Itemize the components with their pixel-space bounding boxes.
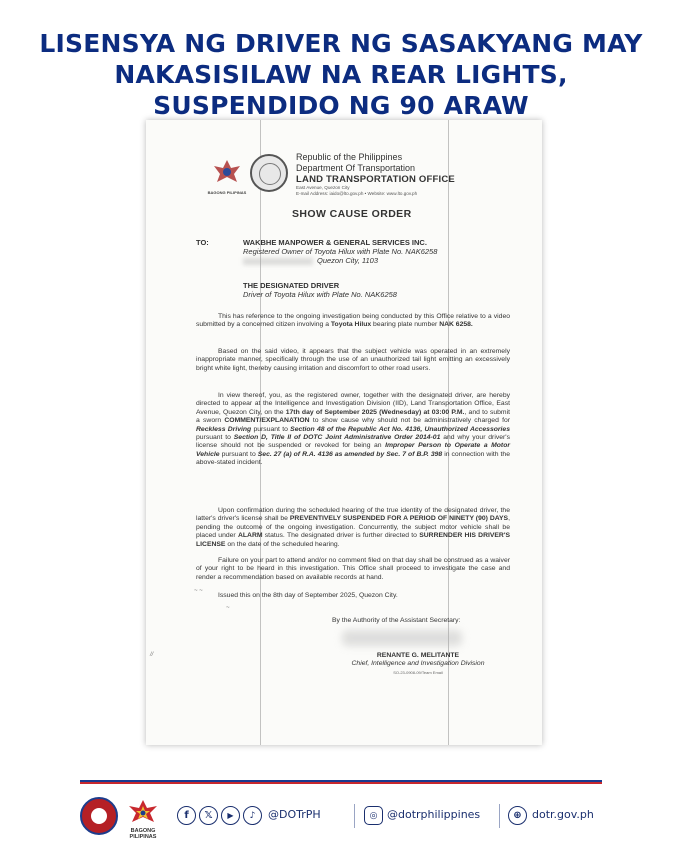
signatory-block: [338, 652, 498, 677]
show-cause-order-document: [146, 120, 542, 745]
addressee-driver-name: THE DESIGNATED DRIVER: [243, 281, 340, 290]
addressee-owner-role: Registered Owner of Toyota Hilux with Plate No. NAK6258: [243, 247, 438, 256]
agency-header: [296, 152, 455, 197]
authority-line: By the Authority of the Assistant Secretary:: [332, 617, 461, 624]
headline-line-3: SUSPENDIDO NG 90 ARAW: [153, 91, 529, 120]
agency-department: Department Of Transportation: [296, 163, 416, 173]
agency-office: LAND TRANSPORTATION OFFICE: [296, 174, 455, 185]
facebook-icon[interactable]: f: [177, 806, 196, 825]
addressee-owner-address: Quezon City, 1103: [243, 256, 437, 265]
handwritten-mark: ~: [226, 605, 230, 611]
headline-line-2: NAKASISILAW NA REAR LIGHTS,: [114, 60, 568, 89]
redacted-address: [243, 258, 313, 265]
seal-label: BAGONG PILIPINAS: [207, 190, 247, 195]
tiktok-icon[interactable]: ♪: [243, 806, 262, 825]
youtube-icon[interactable]: ▶: [221, 806, 240, 825]
signatory-code: SO-23-0908-09/Team Email: [393, 669, 443, 675]
agency-contact: E-mail Address: iaido@lto.gov.ph • Website: www.lto.gov.ph: [296, 191, 418, 196]
handwritten-mark: //: [150, 652, 154, 658]
lto-seal-icon: [250, 154, 288, 192]
social-handle[interactable]: @DOTrPH: [268, 808, 321, 821]
addressee-owner: [243, 238, 437, 265]
redacted-signature: [342, 630, 462, 646]
paragraph-failure: Failure on your part to attend and/or no comment filed on that day shall be construed as a waiver of your right to be heard in this investigation. This Office shall proceed to investigate the case and render a recommendation based on available records at hand.: [196, 557, 510, 581]
signatory-name: RENANTE G. MELITANTE: [376, 652, 460, 659]
issued-line: Issued this on the 8th day of September 2025, Quezon City.: [218, 592, 398, 599]
footer-separator: [499, 804, 500, 828]
footer-rule-red: [80, 782, 602, 784]
instagram-icon[interactable]: ◎: [364, 806, 383, 825]
paragraph-reference: This has reference to the ongoing investigation being conducted by this Office relative to a video submitted by a concerned citizen involving a Toyota Hilux bearing plate number NAK 6258.: [196, 313, 510, 329]
web-icon[interactable]: ⊕: [508, 806, 527, 825]
agency-republic: Republic of the Philippines: [296, 152, 403, 162]
dotr-logo-icon: [80, 797, 118, 835]
headline-line-1: LISENSYA NG DRIVER NG SASAKYANG MAY: [39, 29, 643, 58]
addressee-owner-name: WAKBHE MANPOWER & GENERAL SERVICES INC.: [243, 238, 427, 247]
agency-address: East Avenue, Quezon City: [296, 185, 350, 190]
paragraph-directive: In view thereof, you, as the registered owner, together with the designated driver, are hereby directed to appear at the Intelligence and Investigation Division (IID), Land Transportation Office, East Avenue, Quezon City, on the 17th day of September 2025 (Wednesday) at 03:00 P.M., and to submit a sworn COMMENT/EXPLANATION to show cause why should not be administratively charged for Reckless Driving pursuant to Section 48 of the Republic Act No. 4136, Unauthorized Accessories pursuant to Section D, Title II of DOTC Joint Administrative Order 2014-01 and why your driver's license should not be suspended or revoked for being an Improper Person to Operate a Motor Vehicle pursuant to Sec. 27 (a) of R.A. 4136 as amended by Sec. 7 of B.P. 398 in connection with the above-stated incident.: [196, 392, 511, 467]
addressee-driver-role: Driver of Toyota Hilux with Plate No. NAK6258: [243, 290, 397, 299]
website-link[interactable]: dotr.gov.ph: [532, 808, 594, 821]
addressee-driver: [243, 281, 397, 299]
headline: [0, 28, 682, 121]
signatory-title: Chief, Intelligence and Investigation Division: [351, 660, 485, 668]
bagong-pilipinas-logo-icon: [124, 798, 162, 824]
bagong-pilipinas-label: BAGONG PILIPINAS: [129, 828, 157, 840]
footer-separator: [354, 804, 355, 828]
to-label: TO:: [196, 238, 209, 247]
handwritten-mark: ~ ~: [194, 588, 203, 594]
instagram-handle[interactable]: @dotrphilippines: [387, 808, 481, 821]
document-title: SHOW CAUSE ORDER: [292, 208, 412, 220]
x-icon[interactable]: 𝕏: [199, 806, 218, 825]
paragraph-findings: Based on the said video, it appears that the subject vehicle was operated in an extremely inappropriate manner, specifically through the use of an unauthorized tail light emitting an excessively bright white light, thereby causing irritation and discomfort to other road users.: [196, 348, 510, 372]
bagong-pilipinas-seal-icon: [210, 157, 244, 185]
paragraph-suspension: Upon confirmation during the scheduled hearing of the true identity of the designated driver, the latter's driver's license shall be PREVENTIVELY SUSPENDED FOR A PERIOD OF NINETY (90) DAYS, pending the outcome of the ongoing investigation. Concurrently, the subject motor vehicle shall be placed under ALARM status. The designated driver is further directed to SURRENDER HIS DRIVER'S LICENSE on the date of the scheduled hearing.: [196, 507, 510, 548]
